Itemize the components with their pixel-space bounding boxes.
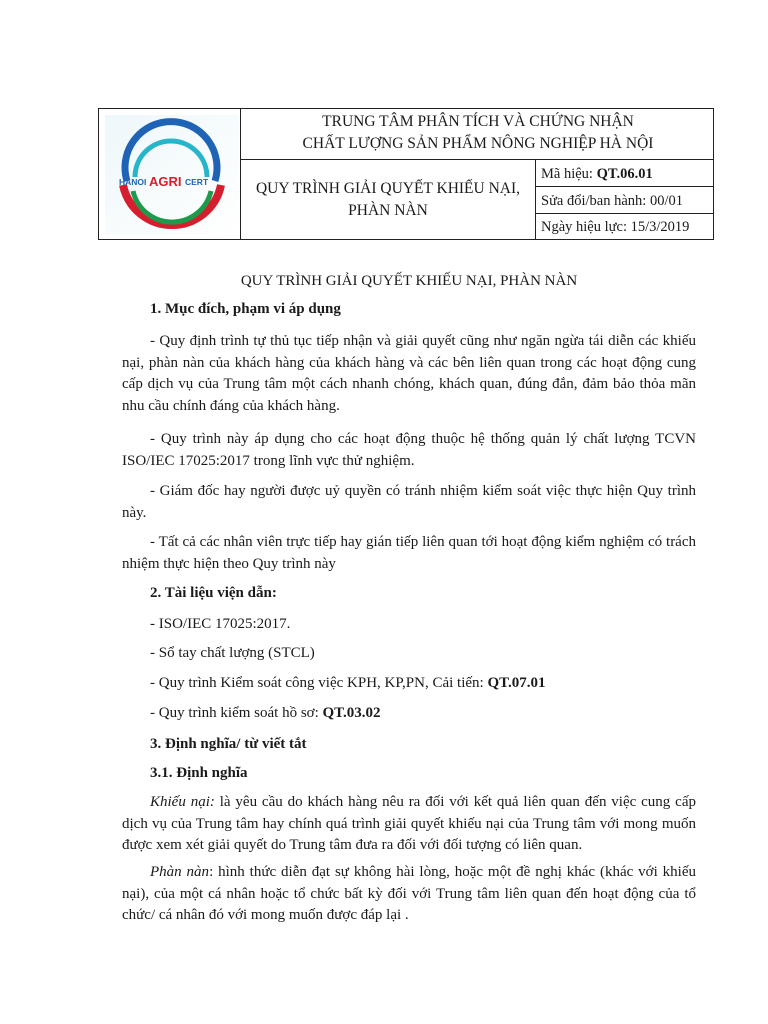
- logo-text-cert: CERT: [185, 177, 209, 187]
- organization-name: [241, 109, 715, 159]
- section-3-1-heading: 3.1. Định nghĩa: [150, 765, 248, 781]
- section-1-paragraph: - Giám đốc hay người được uỷ quyền có tránh nhiệm kiểm soát việc thực hiện Quy trình này.: [122, 483, 696, 521]
- divider: [535, 213, 713, 214]
- definition-term: Khiếu nại:: [150, 794, 215, 810]
- definition-grievance: [122, 862, 696, 927]
- header-table: [98, 108, 714, 240]
- definition-text: là yêu cầu do khách hàng nêu ra đối với kết quả liên quan đến việc cung cấp dịch vụ của Trung tâm hay chính quá trình giải quyết khiếu nại của Trung tâm với mong muốn được xem xét giải quyết do Trung tâm đưa ra đối với đối tượng có liên quan.: [122, 794, 696, 853]
- definition-complaint: [122, 792, 696, 857]
- section-2-heading: 2. Tài liệu viện dẫn:: [150, 585, 277, 601]
- definition-text: : hình thức diễn đạt sự không hài lòng, hoặc một đề nghị khác (khác với khiếu nại), của một cá nhân hoặc tổ chức bất kỳ đối với Trung tâm liên quan đến hoạt động của tổ chức/ cá nhân đó với mong muốn được đáp lại .: [122, 864, 696, 923]
- section-1-paragraph: - Quy trình này áp dụng cho các hoạt động thuộc hệ thống quản lý chất lượng TCVN ISO/IEC 17025:2017 trong lĩnh vực thử nghiệm.: [122, 431, 696, 469]
- revision-info: Sửa đổi/ban hành: 00/01: [541, 193, 683, 209]
- reference-code: QT.07.01: [487, 675, 546, 691]
- reference-text: - Quy trình kiểm soát hồ sơ:: [150, 705, 323, 721]
- effective-date: Ngày hiệu lực: 15/3/2019: [541, 219, 690, 235]
- org-logo: [105, 115, 239, 235]
- reference-text: - Quy trình Kiểm soát công việc KPH, KP,PN, Cải tiến:: [150, 675, 488, 691]
- reference-item: [150, 703, 724, 725]
- section-1-paragraph: - Quy định trình tự thủ tục tiếp nhận và giải quyết cũng như ngăn ngừa tái diễn các khiếu nại, phàn nàn của khách hàng của khách hàng và các bên liên quan trong các hoạt động cung cấp dịch vụ của Trung tâm một cách nhanh chóng, khách quan, đúng đắn, đảm bảo thỏa mãn nhu cầu chính đáng của khách hàng.: [122, 333, 696, 414]
- section-3-heading: 3. Định nghĩa/ từ viết tắt: [150, 736, 307, 752]
- org-line-1: TRUNG TÂM PHÂN TÍCH VÀ CHỨNG NHẬN: [322, 113, 634, 130]
- main-title: QUY TRÌNH GIẢI QUYẾT KHIẾU NẠI, PHÀN NÀN: [240, 273, 578, 289]
- reference-item: - ISO/IEC 17025:2017.: [150, 616, 291, 632]
- reference-item: [150, 673, 724, 695]
- code-value: QT.06.01: [596, 166, 653, 182]
- hanoi-agricert-logo: [105, 115, 239, 235]
- definition-term: Phàn nàn: [150, 864, 210, 880]
- org-line-2: CHẤT LƯỢNG SẢN PHẨM NÔNG NGHIỆP HÀ NỘI: [302, 135, 654, 152]
- reference-item: - Sổ tay chất lượng (STCL): [150, 645, 315, 661]
- divider: [535, 159, 536, 239]
- document-title: QUY TRÌNH GIẢI QUYẾT KHIẾU NẠI, PHÀN NÀN: [255, 180, 521, 219]
- logo-text-hanoi: HANOI: [119, 177, 147, 187]
- document-title-cell: [241, 159, 535, 241]
- code-label: Mã hiệu:: [541, 166, 597, 182]
- divider: [535, 186, 713, 187]
- section-1-paragraph: - Tất cả các nhân viên trực tiếp hay gián tiếp liên quan tới hoạt động kiểm nghiệm có trách nhiệm thực hiện theo Quy trình này: [122, 534, 696, 572]
- logo-text-agri: AGRI: [149, 174, 182, 189]
- section-1-heading: 1. Mục đích, phạm vi áp dụng: [150, 301, 341, 317]
- reference-code: QT.03.02: [322, 705, 381, 721]
- document-code: [541, 164, 715, 184]
